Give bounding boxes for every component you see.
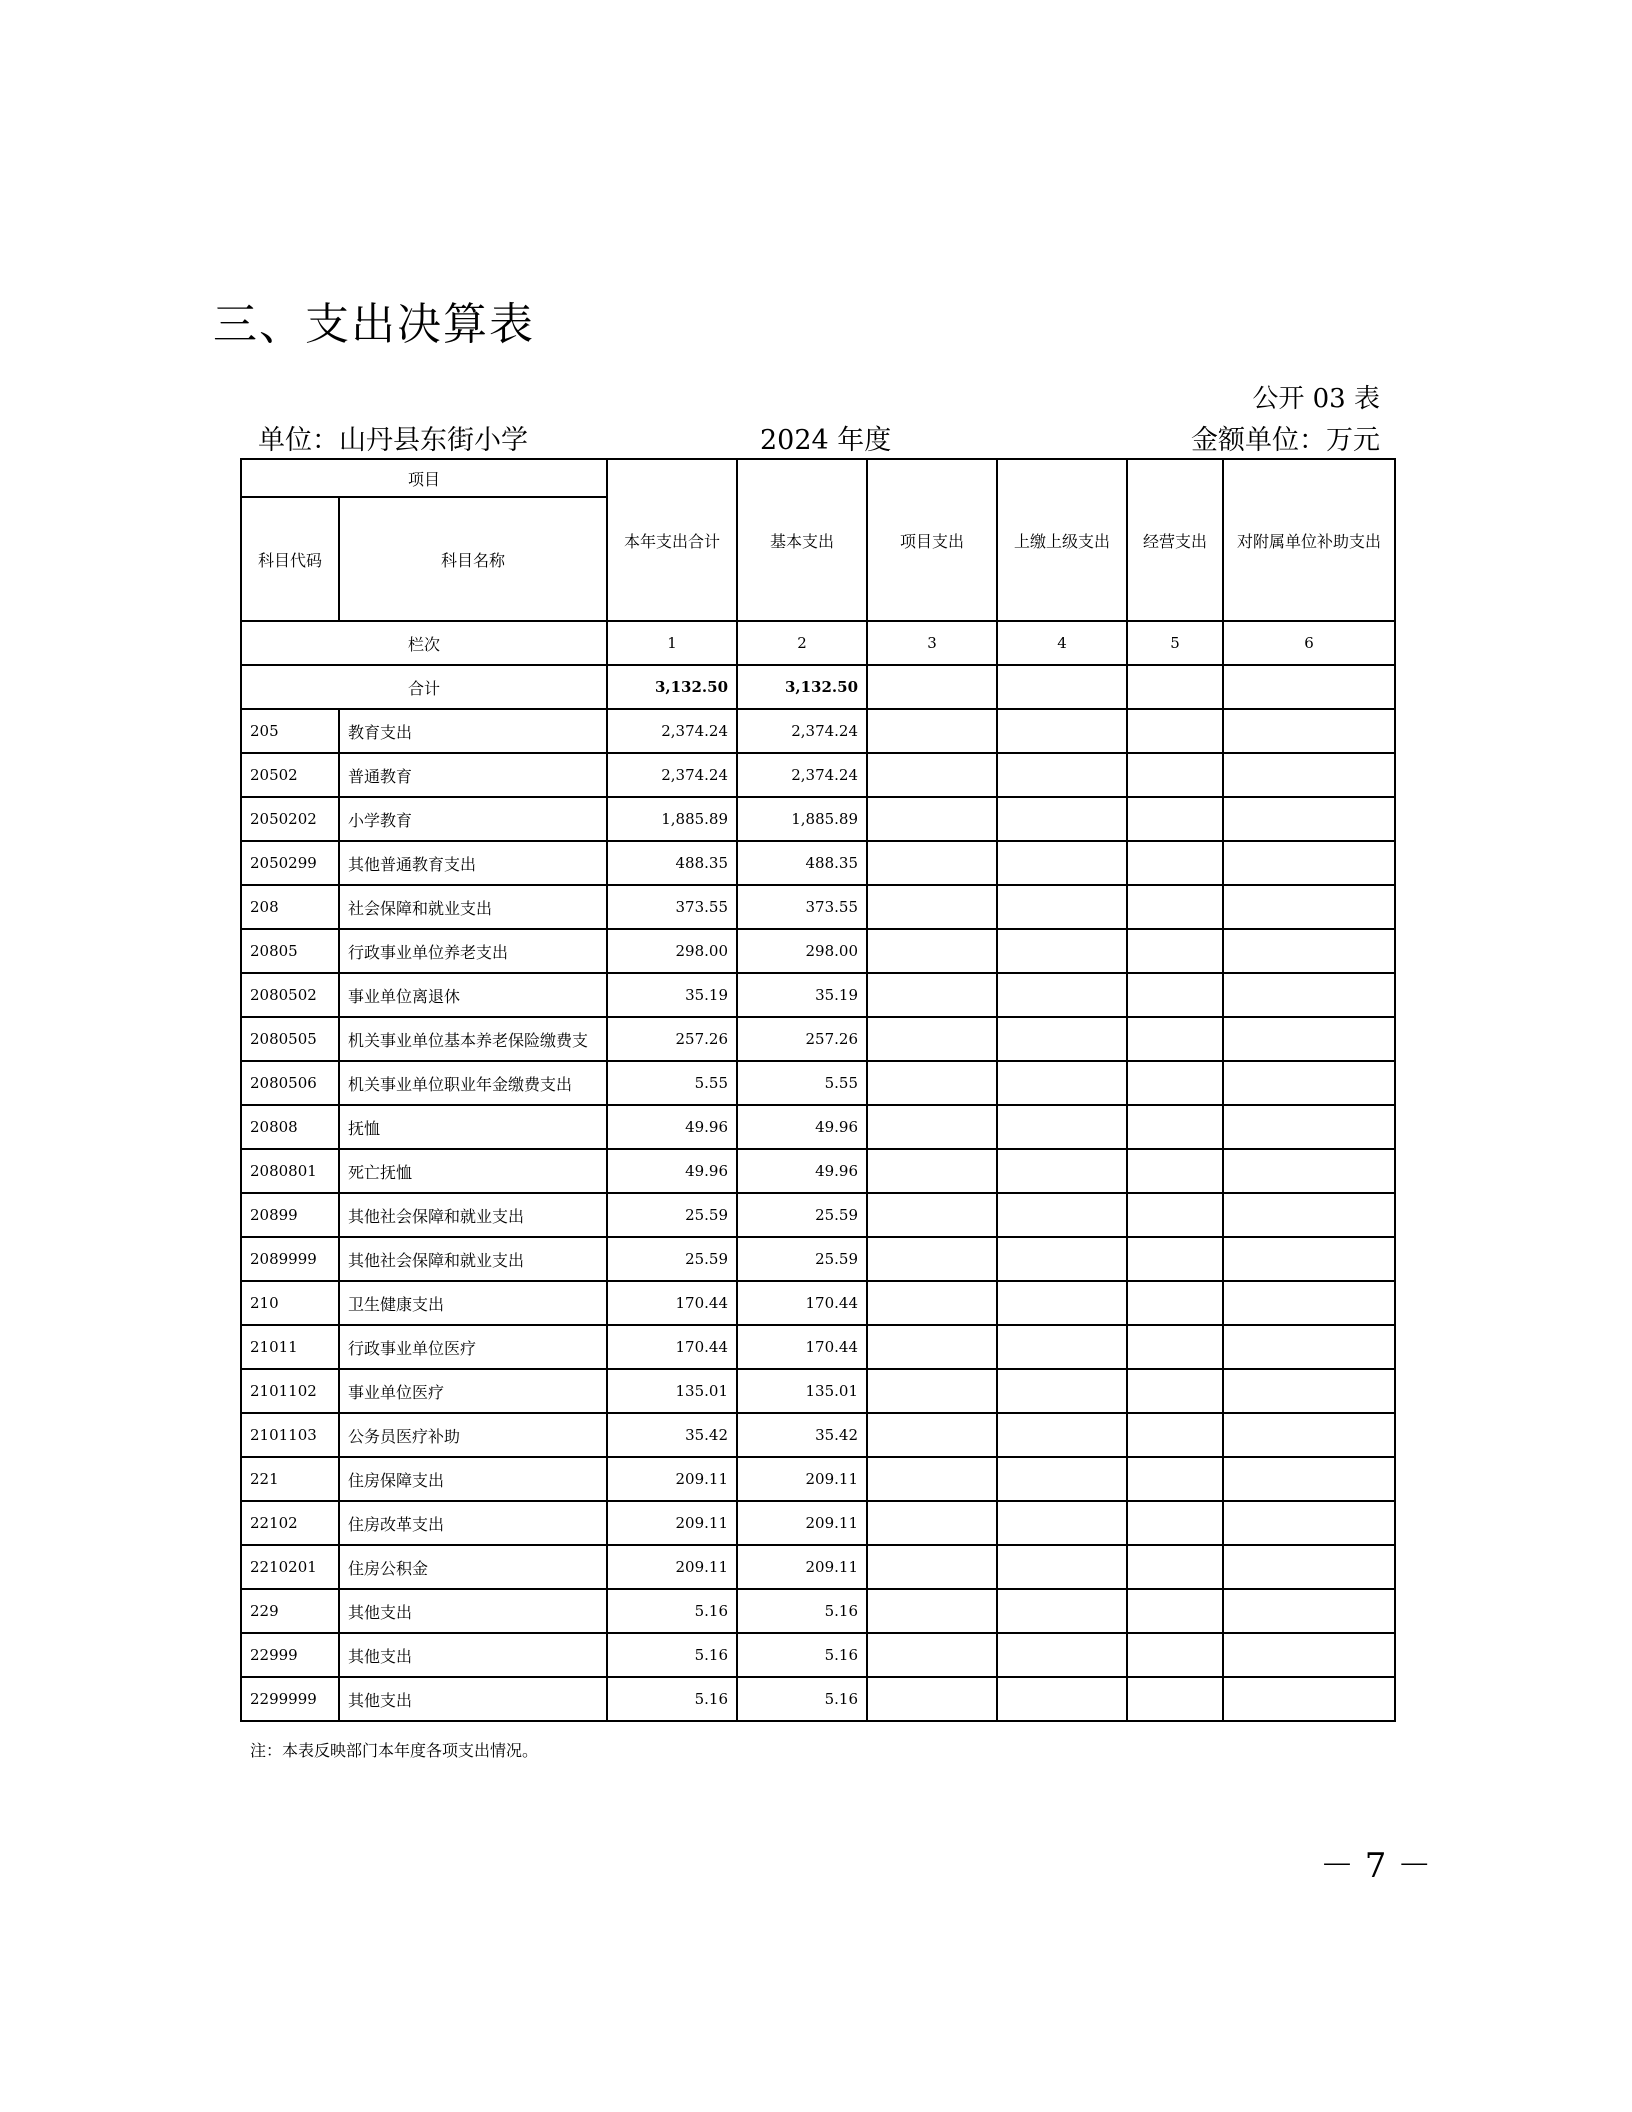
empty-cell — [1127, 1149, 1223, 1193]
table-row — [241, 1589, 1395, 1633]
row-total: 488.35 — [607, 841, 737, 885]
row-name: 机关事业单位职业年金缴费支出 — [339, 1061, 607, 1105]
empty-cell — [867, 1589, 997, 1633]
row-total: 49.96 — [607, 1149, 737, 1193]
row-basic: 209.11 — [737, 1501, 867, 1545]
empty-cell — [867, 1413, 997, 1457]
row-name: 教育支出 — [339, 709, 607, 753]
empty-cell — [867, 1457, 997, 1501]
row-total: 49.96 — [607, 1105, 737, 1149]
row-total: 25.59 — [607, 1193, 737, 1237]
column-number-row — [241, 621, 1395, 665]
row-total: 298.00 — [607, 929, 737, 973]
empty-cell — [867, 1237, 997, 1281]
row-code: 2101103 — [241, 1413, 339, 1457]
empty-cell — [997, 1325, 1127, 1369]
year-label: 2024 年度 — [760, 425, 892, 456]
row-code: 2080801 — [241, 1149, 339, 1193]
empty-cell — [1223, 1457, 1395, 1501]
row-basic: 488.35 — [737, 841, 867, 885]
empty-cell — [997, 1413, 1127, 1457]
header-project: 项目 — [241, 459, 607, 497]
row-total: 35.19 — [607, 973, 737, 1017]
table-row — [241, 1061, 1395, 1105]
table-row — [241, 1457, 1395, 1501]
row-total: 209.11 — [607, 1545, 737, 1589]
row-name: 事业单位离退休 — [339, 973, 607, 1017]
row-basic: 25.59 — [737, 1237, 867, 1281]
row-name: 小学教育 — [339, 797, 607, 841]
row-name: 事业单位医疗 — [339, 1369, 607, 1413]
empty-cell — [867, 797, 997, 841]
empty-cell — [1223, 1589, 1395, 1633]
empty-cell — [1223, 1105, 1395, 1149]
table-row — [241, 1501, 1395, 1545]
row-code: 2080506 — [241, 1061, 339, 1105]
row-basic: 5.16 — [737, 1589, 867, 1633]
empty-cell — [1127, 1501, 1223, 1545]
col-n5: 5 — [1127, 621, 1223, 665]
empty-cell — [1127, 1677, 1223, 1721]
row-basic: 1,885.89 — [737, 797, 867, 841]
empty-cell — [867, 1633, 997, 1677]
row-code: 20899 — [241, 1193, 339, 1237]
empty-cell — [1223, 1017, 1395, 1061]
empty-cell — [1127, 1457, 1223, 1501]
col-n6: 6 — [1223, 621, 1395, 665]
row-basic: 49.96 — [737, 1105, 867, 1149]
empty-cell — [997, 1633, 1127, 1677]
empty-cell — [1223, 1413, 1395, 1457]
row-name: 其他社会保障和就业支出 — [339, 1237, 607, 1281]
empty-cell — [997, 1105, 1127, 1149]
row-code: 20805 — [241, 929, 339, 973]
total-amount: 3,132.50 — [607, 665, 737, 709]
col-n1: 1 — [607, 621, 737, 665]
row-basic: 373.55 — [737, 885, 867, 929]
empty-cell — [1127, 1237, 1223, 1281]
row-code: 2080505 — [241, 1017, 339, 1061]
row-basic: 5.16 — [737, 1677, 867, 1721]
row-code: 20502 — [241, 753, 339, 797]
row-basic: 135.01 — [737, 1369, 867, 1413]
row-name: 住房改革支出 — [339, 1501, 607, 1545]
empty-cell — [867, 709, 997, 753]
currency-label: 金额单位：万元 — [1191, 425, 1380, 456]
row-name: 住房公积金 — [339, 1545, 607, 1589]
table-row — [241, 1105, 1395, 1149]
empty-cell — [867, 1105, 997, 1149]
empty-cell — [997, 753, 1127, 797]
table-row — [241, 797, 1395, 841]
empty-cell — [1223, 1281, 1395, 1325]
row-basic: 25.59 — [737, 1193, 867, 1237]
row-code: 22999 — [241, 1633, 339, 1677]
footnote: 注：本表反映部门本年度各项支出情况。 — [250, 1741, 539, 1760]
row-code: 221 — [241, 1457, 339, 1501]
row-name: 死亡抚恤 — [339, 1149, 607, 1193]
empty-cell — [997, 841, 1127, 885]
empty-cell — [997, 1061, 1127, 1105]
empty-cell — [997, 1281, 1127, 1325]
empty-cell — [1223, 753, 1395, 797]
empty-cell — [1127, 973, 1223, 1017]
empty-cell — [1223, 1149, 1395, 1193]
unit-label: 单位：山丹县东街小学 — [258, 425, 528, 456]
table-row — [241, 1017, 1395, 1061]
empty-cell — [997, 885, 1127, 929]
empty-cell — [1223, 1193, 1395, 1237]
row-total: 5.16 — [607, 1633, 737, 1677]
empty-cell — [997, 1017, 1127, 1061]
col-n2: 2 — [737, 621, 867, 665]
empty-cell — [1127, 1633, 1223, 1677]
table-row — [241, 929, 1395, 973]
table-row — [241, 1545, 1395, 1589]
row-basic: 209.11 — [737, 1545, 867, 1589]
empty-cell — [1127, 1061, 1223, 1105]
empty-cell — [1127, 1105, 1223, 1149]
row-total: 5.55 — [607, 1061, 737, 1105]
empty-cell — [1127, 1281, 1223, 1325]
empty-cell — [867, 973, 997, 1017]
empty-cell — [997, 709, 1127, 753]
table-row — [241, 1413, 1395, 1457]
empty-cell — [1223, 1545, 1395, 1589]
empty-cell — [1223, 841, 1395, 885]
header-basic: 基本支出 — [737, 459, 867, 621]
row-name: 其他支出 — [339, 1589, 607, 1633]
row-basic: 5.16 — [737, 1633, 867, 1677]
empty-cell — [1127, 1589, 1223, 1633]
empty-cell — [1223, 1237, 1395, 1281]
row-total: 373.55 — [607, 885, 737, 929]
row-code: 2050299 — [241, 841, 339, 885]
table-row — [241, 753, 1395, 797]
empty-cell — [1127, 1545, 1223, 1589]
table-row — [241, 1633, 1395, 1677]
empty-cell — [867, 1281, 997, 1325]
row-code: 2080502 — [241, 973, 339, 1017]
empty-cell — [1127, 709, 1223, 753]
row-code: 208 — [241, 885, 339, 929]
row-code: 22102 — [241, 1501, 339, 1545]
table-row — [241, 1193, 1395, 1237]
row-name: 其他普通教育支出 — [339, 841, 607, 885]
empty-cell — [997, 1457, 1127, 1501]
empty-cell — [867, 1017, 997, 1061]
row-basic: 257.26 — [737, 1017, 867, 1061]
empty-cell — [1223, 973, 1395, 1017]
table-row — [241, 1325, 1395, 1369]
row-code: 210 — [241, 1281, 339, 1325]
empty-cell — [997, 1545, 1127, 1589]
table-row — [241, 709, 1395, 753]
empty-cell — [1223, 1369, 1395, 1413]
table-row — [241, 1281, 1395, 1325]
row-total: 135.01 — [607, 1369, 737, 1413]
row-name: 抚恤 — [339, 1105, 607, 1149]
row-name: 其他社会保障和就业支出 — [339, 1193, 607, 1237]
empty-cell — [997, 1589, 1127, 1633]
empty-cell — [867, 753, 997, 797]
row-basic: 35.19 — [737, 973, 867, 1017]
header-name: 科目名称 — [339, 497, 607, 621]
empty-cell — [1127, 1325, 1223, 1369]
row-code: 2050202 — [241, 797, 339, 841]
empty-cell — [1223, 1061, 1395, 1105]
empty-cell — [867, 1325, 997, 1369]
row-total: 5.16 — [607, 1677, 737, 1721]
empty-cell — [1223, 709, 1395, 753]
row-total: 209.11 — [607, 1501, 737, 1545]
row-basic: 170.44 — [737, 1281, 867, 1325]
row-name: 行政事业单位医疗 — [339, 1325, 607, 1369]
page-number: － 7 － — [1320, 1846, 1432, 1886]
row-name: 机关事业单位基本养老保险缴费支 — [339, 1017, 607, 1061]
empty-cell — [1127, 929, 1223, 973]
page-title: 三、支出决算表 — [213, 299, 535, 350]
total-basic: 3,132.50 — [737, 665, 867, 709]
row-total: 35.42 — [607, 1413, 737, 1457]
row-total: 170.44 — [607, 1325, 737, 1369]
row-code: 229 — [241, 1589, 339, 1633]
row-total: 5.16 — [607, 1589, 737, 1633]
empty-cell — [997, 1677, 1127, 1721]
empty-cell — [867, 929, 997, 973]
row-total: 2,374.24 — [607, 753, 737, 797]
empty-cell — [1223, 1325, 1395, 1369]
empty-cell — [1223, 929, 1395, 973]
col-n3: 3 — [867, 621, 997, 665]
empty-cell — [867, 841, 997, 885]
row-total: 1,885.89 — [607, 797, 737, 841]
empty-cell — [867, 1061, 997, 1105]
header-total: 本年支出合计 — [607, 459, 737, 621]
empty-cell — [997, 1369, 1127, 1413]
empty-cell — [997, 1237, 1127, 1281]
form-number: 公开 03 表 — [1252, 384, 1380, 414]
empty-cell — [997, 1149, 1127, 1193]
header-project-exp: 项目支出 — [867, 459, 997, 621]
row-basic: 2,374.24 — [737, 753, 867, 797]
row-code: 205 — [241, 709, 339, 753]
empty-cell — [1223, 1633, 1395, 1677]
empty-cell — [867, 1501, 997, 1545]
row-name: 普通教育 — [339, 753, 607, 797]
header-business: 经营支出 — [1127, 459, 1223, 621]
empty-cell — [1127, 1369, 1223, 1413]
empty-cell — [1127, 1017, 1223, 1061]
empty-cell — [867, 885, 997, 929]
table-row — [241, 1369, 1395, 1413]
row-code: 20808 — [241, 1105, 339, 1149]
row-name: 社会保障和就业支出 — [339, 885, 607, 929]
row-basic: 35.42 — [737, 1413, 867, 1457]
table-row — [241, 885, 1395, 929]
row-total: 25.59 — [607, 1237, 737, 1281]
empty-cell — [1223, 885, 1395, 929]
row-name: 卫生健康支出 — [339, 1281, 607, 1325]
empty-cell — [1127, 885, 1223, 929]
empty-cell — [1223, 1677, 1395, 1721]
empty-cell — [1223, 1501, 1395, 1545]
header-upper: 上缴上级支出 — [997, 459, 1127, 621]
row-basic: 49.96 — [737, 1149, 867, 1193]
table-row — [241, 1677, 1395, 1721]
empty-cell — [1223, 797, 1395, 841]
empty-cell — [867, 1369, 997, 1413]
header-subsidy: 对附属单位补助支出 — [1223, 459, 1395, 621]
empty-cell — [867, 1545, 997, 1589]
empty-cell — [997, 929, 1127, 973]
row-total: 209.11 — [607, 1457, 737, 1501]
row-basic: 170.44 — [737, 1325, 867, 1369]
empty-cell — [1127, 753, 1223, 797]
row-name: 其他支出 — [339, 1633, 607, 1677]
empty-cell — [997, 1501, 1127, 1545]
row-name: 公务员医疗补助 — [339, 1413, 607, 1457]
row-basic: 5.55 — [737, 1061, 867, 1105]
total-label: 合计 — [241, 665, 607, 709]
empty-cell — [1127, 797, 1223, 841]
empty-cell — [997, 797, 1127, 841]
table-row — [241, 1149, 1395, 1193]
col-label: 栏次 — [241, 621, 607, 665]
row-total: 2,374.24 — [607, 709, 737, 753]
row-basic: 298.00 — [737, 929, 867, 973]
total-row — [241, 665, 1395, 709]
col-n4: 4 — [997, 621, 1127, 665]
row-name: 住房保障支出 — [339, 1457, 607, 1501]
row-basic: 209.11 — [737, 1457, 867, 1501]
row-code: 2089999 — [241, 1237, 339, 1281]
empty-cell — [1127, 1193, 1223, 1237]
row-code: 21011 — [241, 1325, 339, 1369]
expenditure-table — [240, 458, 1396, 1722]
empty-cell — [997, 1193, 1127, 1237]
header-code: 科目代码 — [241, 497, 339, 621]
table-row — [241, 973, 1395, 1017]
table-row — [241, 1237, 1395, 1281]
row-total: 170.44 — [607, 1281, 737, 1325]
row-code: 2210201 — [241, 1545, 339, 1589]
row-basic: 2,374.24 — [737, 709, 867, 753]
row-name: 行政事业单位养老支出 — [339, 929, 607, 973]
empty-cell — [867, 1193, 997, 1237]
empty-cell — [1127, 841, 1223, 885]
table-row — [241, 841, 1395, 885]
meta-row — [258, 418, 1380, 454]
row-total: 257.26 — [607, 1017, 737, 1061]
empty-cell — [1127, 1413, 1223, 1457]
row-code: 2299999 — [241, 1677, 339, 1721]
empty-cell — [867, 1149, 997, 1193]
row-code: 2101102 — [241, 1369, 339, 1413]
empty-cell — [867, 1677, 997, 1721]
row-name: 其他支出 — [339, 1677, 607, 1721]
empty-cell — [997, 973, 1127, 1017]
